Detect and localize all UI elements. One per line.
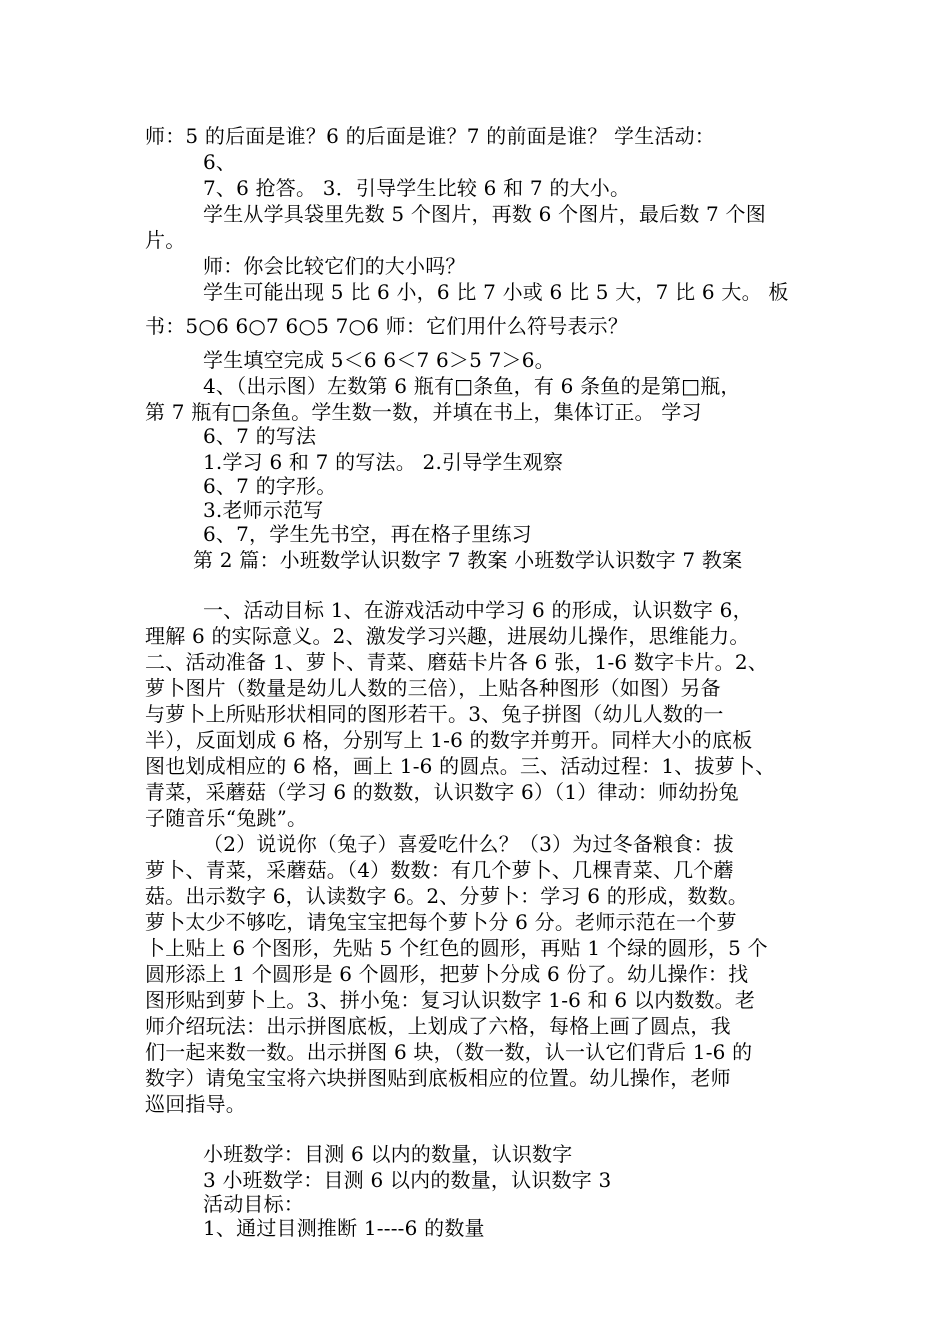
text-line: 数字）请兔宝宝将六块拼图贴到底板相应的位置。幼儿操作，老师 <box>145 1066 731 1090</box>
text-line: 6、 <box>203 150 237 174</box>
text-line: 6、7 的写法 <box>203 424 317 448</box>
text-line: 萝卜图片（数量是幼儿人数的三倍），上贴各种图形（如图）另备 <box>145 676 721 700</box>
text-line: 萝卜、青菜，采蘑菇。（4）数数：有几个萝卜、几棵青菜、几个蘑 <box>145 858 734 882</box>
text-line: 学生填空完成 5＜6 6＜7 6＞5 7＞6。 <box>203 348 555 372</box>
text-line: 卜上贴上 6 个图形，先贴 5 个红色的圆形，再贴 1 个绿的圆形，5 个 <box>145 936 768 960</box>
text-line: 学生从学具袋里先数 5 个图片，再数 6 个图片，最后数 7 个图 <box>203 202 766 226</box>
section-heading: 第 2 篇：小班数学认识数字 7 教案 小班数学认识数字 7 教案 <box>193 548 743 572</box>
text-line: 青菜，采蘑菇（学习 6 的数数，认识数字 6）（1）律动：师幼扮兔 <box>145 780 739 804</box>
text-line: 理解 6 的实际意义。2、激发学习兴趣，进展幼儿操作，思维能力。 <box>145 624 750 648</box>
text-line: （2）说说你（兔子）喜爱吃什么？（3）为过冬备粮食：拔 <box>203 832 734 856</box>
text-line: 半），反面划成 6 格，分别写上 1-6 的数字并剪开。同样大小的底板 <box>145 728 753 752</box>
text-line: 6、7 的字形。 <box>203 474 337 498</box>
text-line: 一、活动目标 1、在游戏活动中学习 6 的形成，认识数字 6， <box>203 598 753 622</box>
text-line: 4、（出示图）左数第 6 瓶有□条鱼，有 6 条鱼的是第□瓶， <box>203 374 741 398</box>
text-line: 师介绍玩法：出示拼图底板，上划成了六格，每格上画了圆点，我 <box>145 1014 731 1038</box>
text-line: 与萝卜上所贴形状相同的图形若干。3、兔子拼图（幼儿人数的一 <box>145 702 724 726</box>
text-line: 师：你会比较它们的大小吗？ <box>203 254 466 278</box>
text-line: 书：5○6 6○7 6○5 7○6 师：它们用什么符号表示？ <box>145 314 629 338</box>
text-line: 6、7，学生先书空，再在格子里练习 <box>203 522 532 546</box>
text-line: 萝卜太少不够吃，请兔宝宝把每个萝卜分 6 分。老师示范在一个萝 <box>145 910 737 934</box>
text-line: 3 小班数学：目测 6 以内的数量，认识数字 3 <box>203 1168 612 1192</box>
text-line: 圆形添上 1 个圆形是 6 个圆形，把萝卜分成 6 份了。幼儿操作：找 <box>145 962 749 986</box>
text-line: 3.老师示范写 <box>203 498 324 522</box>
text-line: 师：5 的后面是谁？6 的后面是谁？7 的前面是谁？ 学生活动： <box>145 124 716 148</box>
text-line: 第 7 瓶有□条鱼。学生数一数，并填在书上，集体订正。 学习 <box>145 400 702 424</box>
text-line: 小班数学：目测 6 以内的数量，认识数字 <box>203 1142 573 1166</box>
text-line: 图形贴到萝卜上。3、拼小兔：复习认识数字 1-6 和 6 以内数数。老 <box>145 988 756 1012</box>
text-line: 活动目标： <box>203 1192 304 1216</box>
text-line: 巡回指导。 <box>145 1092 246 1116</box>
text-line: 子随音乐“兔跳”。 <box>145 806 308 830</box>
text-line: 图也划成相应的 6 格，画上 1-6 的圆点。三、活动过程：1、拔萝卜、 <box>145 754 776 778</box>
text-line: 学生可能出现 5 比 6 小，6 比 7 小或 6 比 5 大，7 比 6 大。 板 <box>203 280 789 304</box>
text-line: 1、通过目测推断 1----6 的数量 <box>203 1216 485 1240</box>
text-line: 7、6 抢答。 3．引导学生比较 6 和 7 的大小。 <box>203 176 631 200</box>
text-line: 菇。出示数字 6，认读数字 6。2、分萝卜：学习 6 的形成，数数。 <box>145 884 749 908</box>
text-line: 二、活动准备 1、萝卜、青菜、磨菇卡片各 6 张，1-6 数字卡片。2、 <box>145 650 769 674</box>
text-line: 们一起来数一数。出示拼图 6 块，（数一数，认一认它们背后 1-6 的 <box>145 1040 753 1064</box>
text-line: 1.学习 6 和 7 的写法。 2.引导学生观察 <box>203 450 564 474</box>
text-line: 片。 <box>145 228 186 252</box>
